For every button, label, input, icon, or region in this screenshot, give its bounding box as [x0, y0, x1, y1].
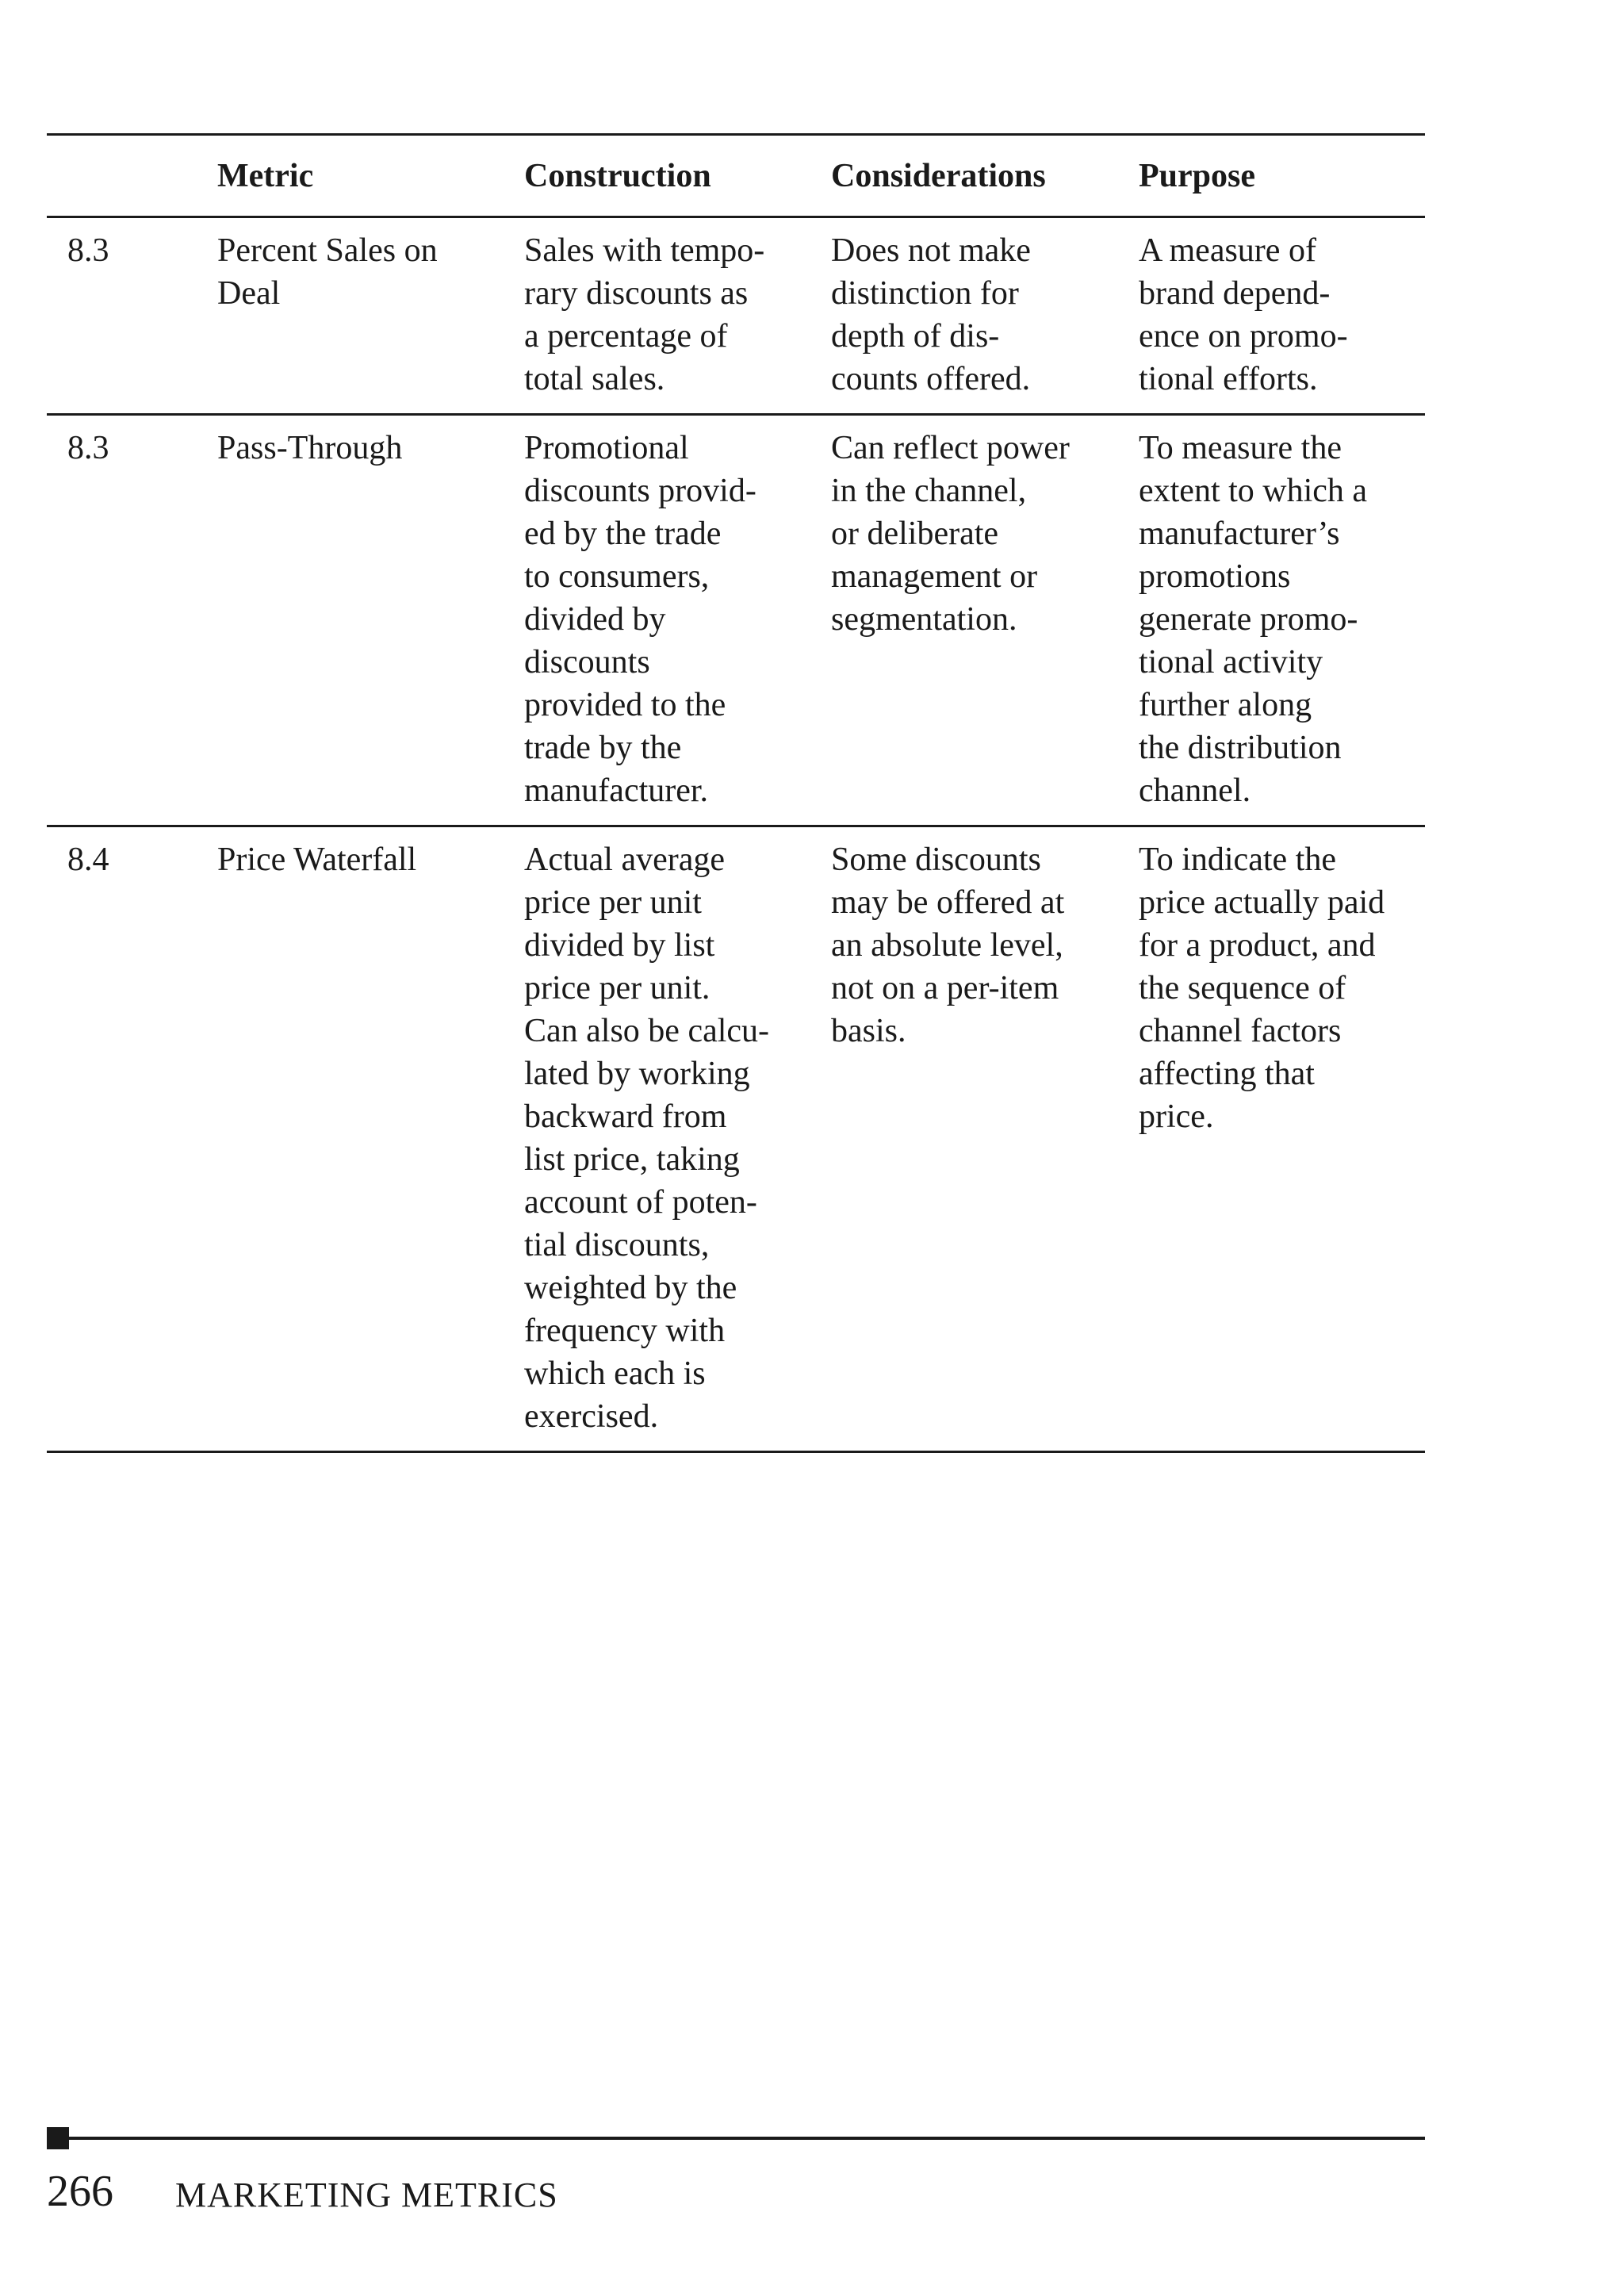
table-row [47, 415, 1425, 826]
header-purpose: Purpose [1139, 157, 1255, 194]
cell-metric: Percent Sales on Deal [217, 232, 438, 312]
metrics-summary-table [47, 133, 1425, 1453]
cell-purpose: To indicate the price actually paid for a product, and the sequence of channel factors affecting that price. [1139, 841, 1385, 1135]
cell-number: 8.4 [67, 841, 109, 878]
table-header-row [47, 135, 1425, 217]
cell-number: 8.3 [67, 232, 109, 269]
running-title: MARKETING METRICS [175, 2176, 558, 2214]
cell-considerations: Some discounts may be offered at an absolute level, not on a per-item basis. [831, 841, 1065, 1049]
cell-metric: Pass-Through [217, 430, 403, 466]
cell-construction: Sales with tempo- rary discounts as a percentage of total sales. [524, 232, 765, 397]
cell-considerations: Can reflect power in the channel, or deliberate management or segmentation. [831, 430, 1070, 638]
cell-considerations: Does not make distinction for depth of dis- counts offered. [831, 232, 1031, 397]
cell-construction: Actual average price per unit divided by list price per unit. Can also be calcu- lated by working backward from list price, taking account of poten- tial discounts, weighted by the frequency with which each is exercised. [524, 841, 770, 1435]
cell-purpose: To measure the extent to which a manufacturer’s promotions generate promo- tional activity further along the distribution channel. [1139, 430, 1368, 809]
header-construction: Construction [524, 157, 711, 194]
page-number: 266 [47, 2167, 113, 2216]
header-metric: Metric [217, 157, 314, 194]
cell-construction: Promotional discounts provid- ed by the trade to consumers, divided by discounts provided to the trade by the manufacturer. [524, 430, 756, 809]
cell-metric: Price Waterfall [217, 841, 417, 878]
table-row [47, 826, 1425, 1452]
header-considerations: Considerations [831, 157, 1046, 194]
cell-purpose: A measure of brand depend- ence on promo- tional efforts. [1139, 232, 1348, 397]
header-number [47, 135, 197, 217]
footer-rule [47, 2137, 1425, 2140]
cell-number: 8.3 [67, 430, 109, 466]
table-row [47, 217, 1425, 415]
